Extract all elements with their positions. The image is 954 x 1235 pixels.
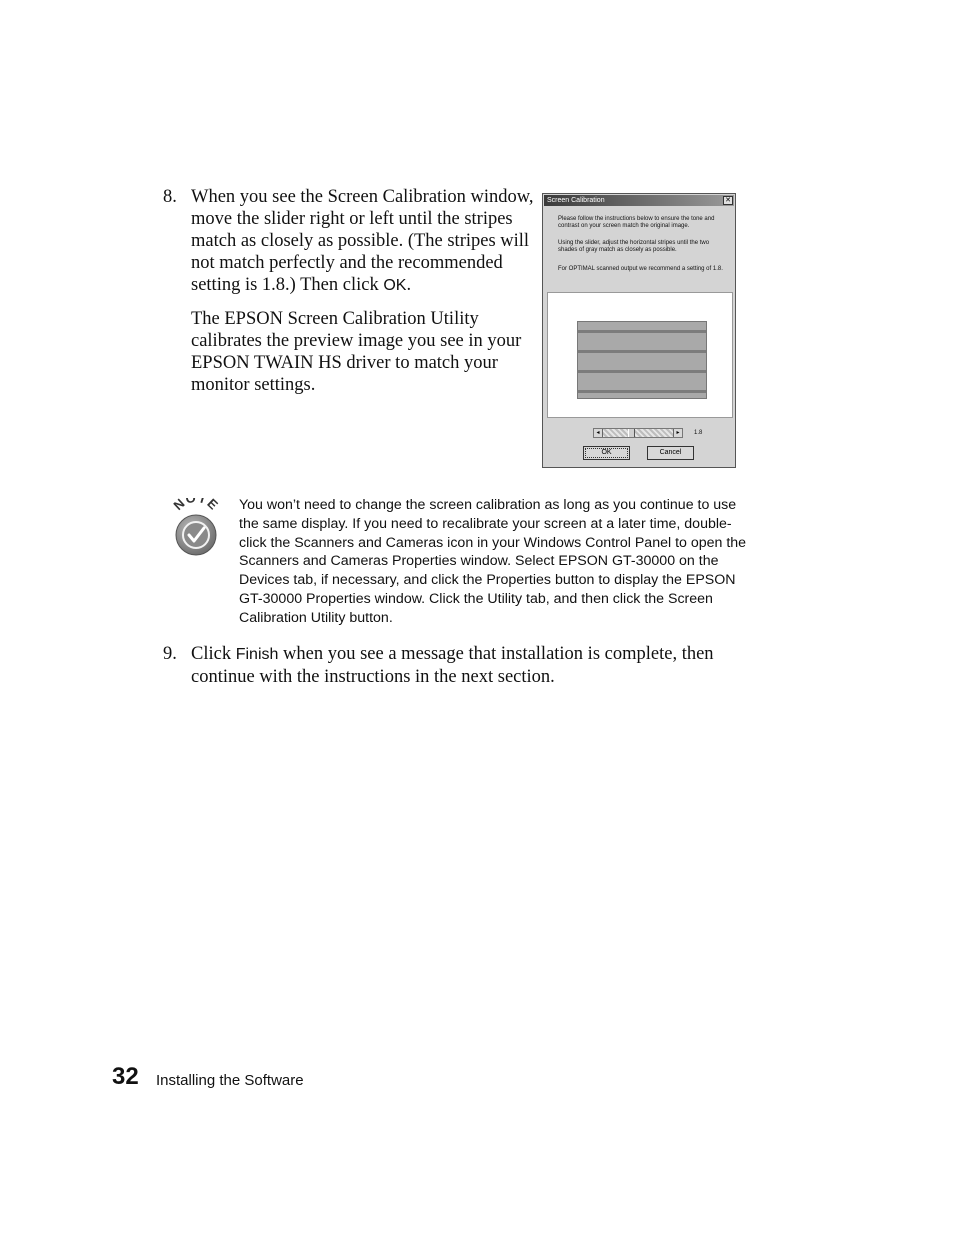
step-9-click: Click [191,644,236,664]
step-9-instruction: when you see a message that installation is complete, then continue with the instructions in the next section. [191,644,714,687]
step-8-body [191,186,536,396]
step-9-body [191,643,781,688]
svg-text:NOTE [170,498,221,513]
dialog-title-bar [544,195,734,206]
gray-stripes [577,321,707,399]
period: . [406,275,412,295]
arrow-right-icon[interactable]: ▸ [673,429,682,437]
note-label: N TE [170,498,222,514]
close-icon[interactable]: ✕ [723,196,733,205]
step-8-paragraph-1 [191,186,536,297]
arrow-left-icon[interactable]: ◂ [594,429,603,437]
ok-button-reference: OK [383,277,407,294]
dialog-instruction: For OPTIMAL scanned output we recommend a setting of 1.8. [558,266,723,272]
step-8-paragraph-2: The EPSON Screen Calibration Utility calibrates the preview image you see in your EPSON TWAIN HS driver to match your monitor settings. [191,309,522,395]
dialog-instruction: Please follow the instructions below to ensure the tone and contrast on your screen match the original image. [558,216,715,229]
dialog-title: Screen Calibration [547,197,605,204]
calibration-preview [547,292,733,418]
slider-value: 1.8 [694,430,703,436]
step-number: 8. [163,187,177,207]
finish-button-reference: Finish [235,646,279,663]
note-icon [170,498,222,558]
section-title: Installing the Software [156,1072,304,1089]
slider-thumb[interactable] [628,429,635,437]
note-badge [170,498,222,558]
dialog-instruction: Using the slider, adjust the horizontal stripes until the two shades of gray match as closely as possible. [558,240,710,253]
note-text: You won’t need to change the screen calibration as long as you continue to use the same display. If you need to recalibrate your screen at a later time, double-click the Scanners and Cameras icon in your Windows Control Panel to open the Scanners and Cameras Properties window. Select EPSON GT-30000 on the Devices tab, if necessary, and click the Properties button to display the EPSON GT-30000 Properties window. Click the Utility tab, and then click the Screen Calibration Utility button. [239,497,747,626]
step-8-instruction: When you see the Screen Calibration window, move the slider right or left until the stripes match as closely as possible. (The stripes will not match perfectly and the recommended setting is 1.8.) Then click [191,187,534,295]
screen-calibration-dialog [542,193,736,468]
calibration-slider[interactable] [593,428,683,438]
step-number: 9. [163,644,177,664]
page-number: 32 [112,1063,139,1090]
cancel-button[interactable]: Cancel [647,446,694,460]
ok-button[interactable]: OK [583,446,630,460]
